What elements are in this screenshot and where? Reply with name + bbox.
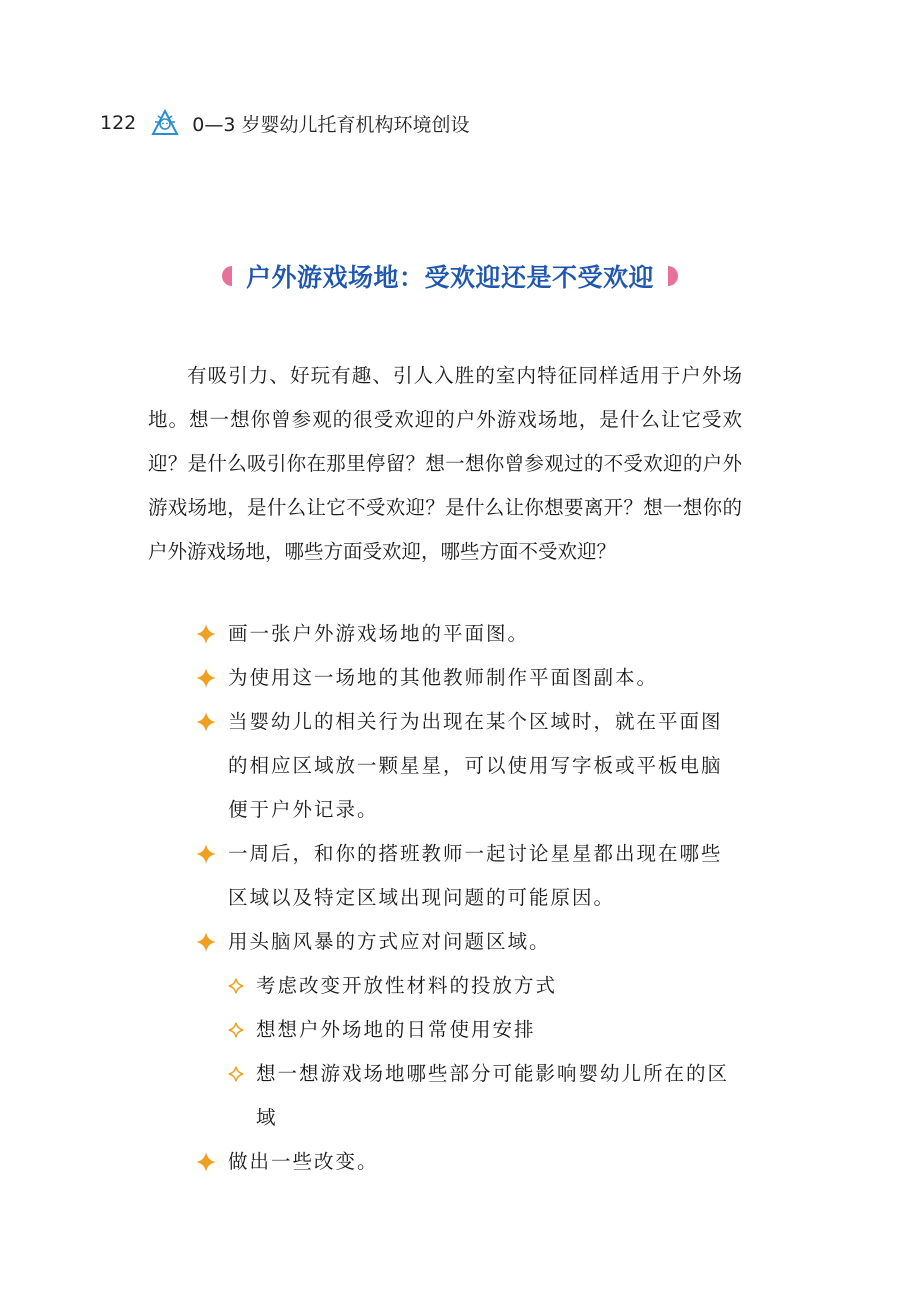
list-item (192, 656, 742, 700)
baby-logo-icon (150, 108, 180, 138)
list-item-text: 当婴幼儿的相关行为出现在某个区域时，就在平面图的相应区域放一颗星星，可以使用写字板或平板电脑便于户外记录。 (228, 710, 723, 821)
filled-star-icon (196, 932, 216, 952)
book-title: 0—3 岁婴幼儿托育机构环境创设 (192, 113, 470, 136)
sub-list-item (220, 964, 742, 1008)
right-bracket-icon (668, 266, 679, 286)
outline-star-icon (228, 978, 244, 994)
intro-paragraph: 有吸引力、好玩有趣、引人入胜的室内特征同样适用于户外场地。想一想你曾参观的很受欢迎的户外游戏场地，是什么让它受欢迎？是什么吸引你在那里停留？想一想你曾参观过的不受欢迎的户外游戏场地，是什么让它不受欢迎？是什么让你想要离开？想一想你的户外游戏场地，哪些方面受欢迎，哪些方面不受欢迎？ (148, 364, 742, 563)
sub-list-item (220, 1052, 742, 1140)
list-item (192, 612, 742, 656)
sub-list-item (220, 1008, 742, 1052)
list-item (192, 920, 742, 964)
list-item (192, 1140, 742, 1184)
list-item-text: 做出一些改变。 (228, 1150, 379, 1173)
page-number: 122 (100, 112, 137, 134)
outline-star-icon (228, 1022, 244, 1038)
filled-star-icon (196, 1152, 216, 1172)
list-item-text: 为使用这一场地的其他教师制作平面图副本。 (228, 666, 659, 689)
filled-star-icon (196, 712, 216, 732)
outline-star-icon (228, 1066, 244, 1082)
activity-list (192, 612, 742, 1184)
list-item (192, 832, 742, 920)
filled-star-icon (196, 844, 216, 864)
filled-star-icon (196, 624, 216, 644)
sub-list-item-text: 想想户外场地的日常使用安排 (256, 1018, 536, 1041)
list-item-text: 用头脑风暴的方式应对问题区域。 (228, 930, 551, 953)
list-item (192, 700, 742, 832)
left-bracket-icon (221, 266, 232, 286)
list-item-text: 一周后，和你的搭班教师一起讨论星星都出现在哪些区域以及特定区域出现问题的可能原因。 (228, 842, 723, 909)
list-item-text: 画一张户外游戏场地的平面图。 (228, 622, 530, 645)
sub-list-item-text: 考虑改变开放性材料的投放方式 (256, 974, 558, 997)
section-title: 户外游戏场地：受欢迎还是不受欢迎 (245, 263, 654, 292)
running-header (100, 108, 469, 138)
section-heading (0, 258, 900, 294)
filled-star-icon (196, 668, 216, 688)
sub-list-item-text: 想一想游戏场地哪些部分可能影响婴幼儿所在的区域 (256, 1062, 730, 1129)
